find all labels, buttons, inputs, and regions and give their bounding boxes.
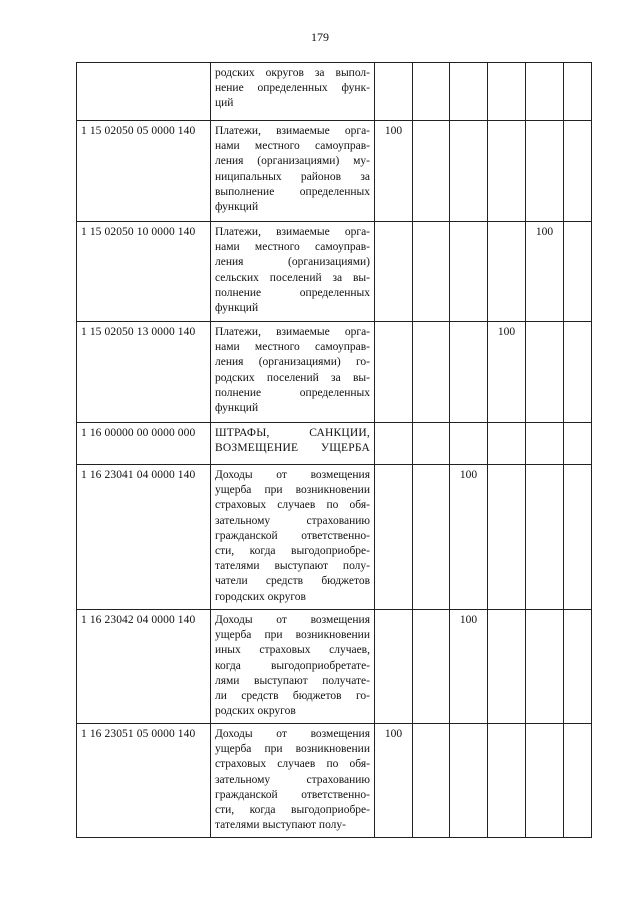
description-line: родских поселений за вы- xyxy=(215,371,370,384)
description-line: зательному страхованию xyxy=(215,514,370,527)
table-row xyxy=(77,610,592,724)
table-body xyxy=(77,63,592,838)
value-cell: 100 xyxy=(450,610,488,724)
description-line: Доходы от возмещения xyxy=(215,614,370,626)
description-line: иных страховых случаев, xyxy=(215,644,370,657)
description-line: чатели средств бюджетов xyxy=(215,575,370,588)
description-cell xyxy=(211,63,375,121)
description-line: ций xyxy=(215,97,234,110)
table-row xyxy=(77,465,592,610)
description-line: нение определенных функ- xyxy=(215,82,370,95)
table-row xyxy=(77,222,592,322)
value-cell xyxy=(450,63,488,121)
value-cell xyxy=(564,121,592,222)
description-line: нами местного самоуправ- xyxy=(215,241,370,254)
table-row xyxy=(77,322,592,423)
description-line: сти, когда выгодоприобре- xyxy=(215,804,370,817)
value-cell xyxy=(450,222,488,322)
value-cell xyxy=(564,63,592,121)
value-cell xyxy=(526,610,564,724)
value-cell: 100 xyxy=(488,322,526,423)
value-cell xyxy=(375,465,413,610)
table-row xyxy=(77,724,592,838)
budget-code-cell: 1 16 00000 00 0000 000 xyxy=(77,423,211,465)
value-cell xyxy=(564,610,592,724)
description-line: функций xyxy=(215,402,259,415)
value-cell xyxy=(375,63,413,121)
description-line: Платежи, взимаемые орга- xyxy=(215,125,370,137)
value-cell: 100 xyxy=(526,222,564,322)
description-line: Доходы от возмещения xyxy=(215,469,370,481)
description-line: полнение определенных xyxy=(215,286,370,299)
value-cell xyxy=(488,610,526,724)
description-line: нами местного самоуправ- xyxy=(215,140,370,153)
value-cell xyxy=(413,465,450,610)
value-cell xyxy=(450,423,488,465)
description-cell xyxy=(211,322,375,423)
budget-code-cell: 1 16 23042 04 0000 140 xyxy=(77,610,211,724)
value-cell xyxy=(413,222,450,322)
description-line: гражданской ответственно- xyxy=(215,529,370,542)
description-line: лями выступают получате- xyxy=(215,674,370,687)
value-cell xyxy=(526,423,564,465)
table-row xyxy=(77,423,592,465)
value-cell xyxy=(564,465,592,610)
description-cell xyxy=(211,465,375,610)
value-cell xyxy=(450,121,488,222)
description-line: гражданской ответственно- xyxy=(215,788,370,801)
value-cell xyxy=(375,222,413,322)
description-line: Доходы от возмещения xyxy=(215,728,370,740)
description-line: сельских поселений за вы- xyxy=(215,271,370,284)
description-line: ления (организациями) го- xyxy=(215,356,370,369)
value-cell: 100 xyxy=(375,121,413,222)
description-line: городских округов xyxy=(215,590,306,603)
description-line: сти, когда выгодоприобре- xyxy=(215,545,370,558)
value-cell xyxy=(564,423,592,465)
table-row xyxy=(77,63,592,121)
value-cell xyxy=(488,121,526,222)
description-line: тателями выступают полу- xyxy=(215,560,370,573)
description-line: страховых случаев по обя- xyxy=(215,499,370,512)
description-line: ущерба при возникновении xyxy=(215,743,370,756)
table-row xyxy=(77,121,592,222)
description-cell xyxy=(211,121,375,222)
description-line: Платежи, взимаемые орга- xyxy=(215,226,370,238)
value-cell xyxy=(450,322,488,423)
budget-code-cell: 1 16 23051 05 0000 140 xyxy=(77,724,211,838)
value-cell xyxy=(526,322,564,423)
value-cell xyxy=(375,423,413,465)
description-line: ления (организациями) му- xyxy=(215,155,370,168)
budget-code-cell: 1 15 02050 10 0000 140 xyxy=(77,222,211,322)
description-line: ли средств бюджетов го- xyxy=(215,690,370,703)
value-cell xyxy=(413,63,450,121)
description-line: тателями выступают полу- xyxy=(215,819,346,832)
description-line: нами местного самоуправ- xyxy=(215,341,370,354)
value-cell xyxy=(526,63,564,121)
value-cell xyxy=(413,610,450,724)
budget-code-cell: 1 15 02050 05 0000 140 xyxy=(77,121,211,222)
description-line: когда выгодоприобретате- xyxy=(215,659,370,672)
description-line: ШТРАФЫ, САНКЦИИ, xyxy=(215,427,370,439)
budget-code-cell xyxy=(77,63,211,121)
value-cell xyxy=(413,121,450,222)
description-cell xyxy=(211,610,375,724)
description-line: ВОЗМЕЩЕНИЕ УЩЕРБА xyxy=(215,442,370,455)
value-cell xyxy=(488,222,526,322)
value-cell xyxy=(413,724,450,838)
value-cell xyxy=(526,724,564,838)
revenue-table xyxy=(76,62,592,838)
description-line: родских округов за выпол- xyxy=(215,67,370,79)
description-line: выполнение определенных xyxy=(215,185,370,198)
value-cell xyxy=(488,63,526,121)
page-number: 179 xyxy=(311,30,329,44)
value-cell xyxy=(375,322,413,423)
description-cell xyxy=(211,423,375,465)
budget-code-cell: 1 16 23041 04 0000 140 xyxy=(77,465,211,610)
value-cell xyxy=(526,465,564,610)
description-cell xyxy=(211,724,375,838)
value-cell xyxy=(488,465,526,610)
value-cell xyxy=(413,423,450,465)
description-line: зательному страхованию xyxy=(215,773,370,786)
description-line: Платежи, взимаемые орга- xyxy=(215,326,370,338)
description-line: страховых случаев по обя- xyxy=(215,758,370,771)
description-line: функций xyxy=(215,302,259,315)
description-line: ниципальных районов за xyxy=(215,170,370,183)
value-cell xyxy=(375,610,413,724)
value-cell: 100 xyxy=(450,465,488,610)
value-cell xyxy=(564,222,592,322)
value-cell: 100 xyxy=(375,724,413,838)
budget-code-cell: 1 15 02050 13 0000 140 xyxy=(77,322,211,423)
value-cell xyxy=(413,322,450,423)
value-cell xyxy=(526,121,564,222)
description-line: родских округов xyxy=(215,705,296,718)
value-cell xyxy=(488,423,526,465)
value-cell xyxy=(488,724,526,838)
value-cell xyxy=(564,724,592,838)
value-cell xyxy=(564,322,592,423)
description-line: полнение определенных xyxy=(215,386,370,399)
description-cell xyxy=(211,222,375,322)
description-line: функций xyxy=(215,201,259,214)
description-line: ущерба при возникновении xyxy=(215,629,370,642)
description-line: ущерба при возникновении xyxy=(215,484,370,497)
description-line: ления (организациями) xyxy=(215,256,370,269)
value-cell xyxy=(450,724,488,838)
